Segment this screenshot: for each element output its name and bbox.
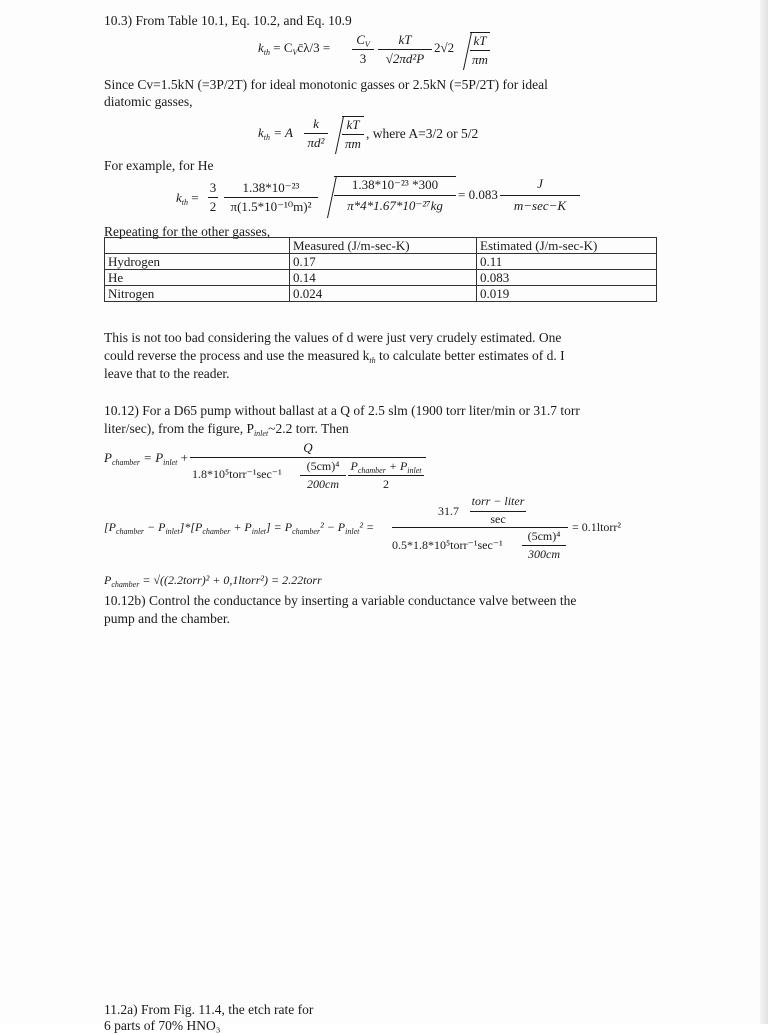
section-11-2a-line-1: 11.2a) From Fig. 11.4, the etch rate for <box>104 1002 314 1017</box>
equation-pchamber-result: $P_{chamber}$ = √((2.2torr)² + 0,1ltorr²) = 2.22torr <box>104 573 322 589</box>
table-cell: 0.11 <box>477 254 657 270</box>
for-example-text: For example, for He <box>104 158 214 173</box>
table-cell: Hydrogen <box>105 254 290 270</box>
discussion-line-2: could reverse the process and use the measured $k_{th}$ to calculate better estimates of d. I <box>104 348 565 365</box>
repeating-text: Repeating for the other gasses, <box>104 224 271 239</box>
table-cell: 0.17 <box>290 254 477 270</box>
eq1-lhs: k <box>258 40 264 55</box>
discussion-line-3: leave that to the reader. <box>104 366 230 381</box>
table-header-row <box>105 238 657 254</box>
table-header-cell <box>105 238 290 254</box>
table-row <box>105 286 657 302</box>
table-cell: Nitrogen <box>105 286 290 302</box>
section-11-2a-line-2: 6 parts of 70% HNO₃ <box>104 1018 221 1033</box>
table-cell: 0.019 <box>477 286 657 302</box>
table-cell: 0.083 <box>477 270 657 286</box>
table-header-cell: Estimated (J/m-sec-K) <box>477 238 657 254</box>
section-10-12-line-1: 10.12) For a D65 pump without ballast at a Q of 2.5 slm (1900 torr liter/min or 31.7 torr <box>104 403 580 418</box>
section-10-3-heading: 10.3) From Table 10.1, Eq. 10.2, and Eq. 10.9 <box>104 13 352 28</box>
section-10-12b-line-1: 10.12b) Control the conductance by inserting a variable conductance valve between the <box>104 593 577 608</box>
thermal-conductivity-table <box>104 237 657 302</box>
table-header-cell: Measured (J/m-sec-K) <box>290 238 477 254</box>
document-page: 10.3) From Table 10.1, Eq. 10.2, and Eq. 10.9 $k_{th}$ = $C_Vc̄\lambda/3$ = $C_V$ 3 kT √2πd²P 2√2 kT πm Since Cv=1.5kN (=3P/2T) for ideal monotonic gasses or 2.5kN (=5P/2T) for ideal diatomic gasses, $k_{th} = A$ k πd² kT πm , where A=3/2 or 5/2 For example, for He $k_{th}$ = 3 2 1.38*10⁻²³ π(1.5*10⁻¹⁰m)² 1.38*10⁻²³ *300 π*4*1.67*10⁻²⁷kg = 0.083 J m−sec−K Repeating for the other gasses, Measured (J/m-sec-K) Estimated (J/m-sec-K) Hydrogen 0.17 0.11 He 0.14 0.083 Nitrogen 0.024 0.019 This is not too bad considering the values of d were just very crudely estimated. One could reverse the process and use the measured $k_{th}$ to calculate better estimates of d. I leave that to the reader. 10.12) For a D65 pump without ballast at a Q of 2.5 slm (1900 torr liter/min or 31.7 torr liter/sec), from the figure, $P_{inlet}\sim 2.2$ torr. Then $P_{chamber} = P_{inlet}$ + Q 1.8*10⁵torr⁻¹sec⁻¹ (5cm)⁴ 200cm $P_{chamber} + P_{inlet}$ 2 $[P_{chamber} - P_{inlet}]*[P_{chamber} + P_{inlet}] = P_{chamber}^2 - P_{inlet}^2$ = 31.7 torr − liter sec 0.5*1.8*10⁵torr⁻¹sec⁻¹ (5cm)⁴ 300cm = 0.1ltorr² $P_{chamber}$ = √((2.2torr)² + 0,1ltorr²) = 2.22torr 10.12b) Control the conductance by inserting a variable conductance valve between the pump and the chamber. 11.2a) From Fig. 11.4, the etch rate for 6 parts of 70% HNO₃ <box>0 0 768 1024</box>
section-10-12b-line-2: pump and the chamber. <box>104 611 230 626</box>
table-cell: 0.14 <box>290 270 477 286</box>
table-cell: He <box>105 270 290 286</box>
section-10-12-line-2: liter/sec), from the figure, $P_{inlet}\sim 2.2$ torr. Then <box>104 421 349 438</box>
since-line-1: Since Cv=1.5kN (=3P/2T) for ideal monotonic gasses or 2.5kN (=5P/2T) for ideal <box>104 77 548 92</box>
table-cell: 0.024 <box>290 286 477 302</box>
table-row <box>105 270 657 286</box>
table-row <box>105 254 657 270</box>
since-line-2: diatomic gasses, <box>104 94 193 109</box>
discussion-line-1: This is not too bad considering the values of d were just very crudely estimated. One <box>104 330 562 345</box>
page-edge-shadow <box>760 0 768 1024</box>
